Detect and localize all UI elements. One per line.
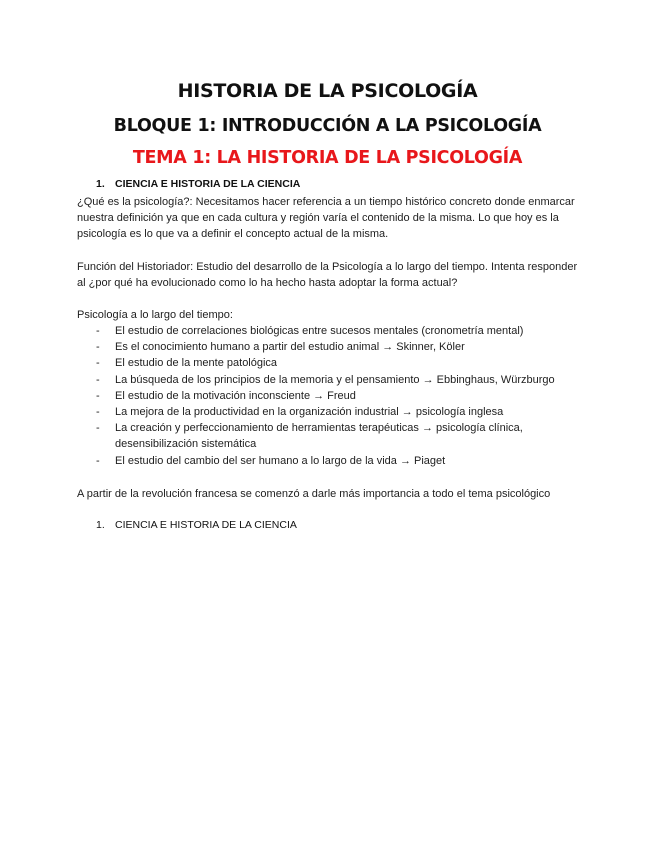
intro-paragraph: ¿Qué es la psicología?: Necesitamos hacer referencia a un tiempo histórico concreto donde enmarcar nuestra definición ya que en cada cultura y región varía el contenido de la misma. Lo que hoy es la psicología es lo que va a definir el concepto actual de la misma. bbox=[77, 196, 575, 240]
dash-bullet: - bbox=[96, 325, 100, 337]
section-number: 1. bbox=[96, 519, 105, 531]
section-title: CIENCIA E HISTORIA DE LA CIENCIA bbox=[115, 519, 297, 531]
section-title: CIENCIA E HISTORIA DE LA CIENCIA bbox=[115, 178, 301, 190]
list-intro-paragraph: Psicología a lo largo del tiempo: bbox=[77, 309, 233, 321]
list-item: - El estudio de la mente patológica bbox=[96, 355, 586, 371]
topic-title: TEMA 1: LA HISTORIA DE LA PSICOLOGÍA bbox=[132, 148, 523, 168]
dash-bullet: - bbox=[96, 406, 100, 419]
block-title: BLOQUE 1: INTRODUCCIÓN A LA PSICOLOGÍA bbox=[113, 116, 542, 136]
dash-bullet: - bbox=[96, 357, 100, 370]
history-bullet-list bbox=[96, 323, 586, 469]
historian-paragraph: Función del Historiador: Estudio del desarrollo de la Psicología a lo largo del tiempo. Intenta responder al ¿por qué ha evolucionado como lo ha hecho hasta adoptar la forma actual? bbox=[77, 261, 578, 289]
section-number: 1. bbox=[96, 178, 105, 190]
dash-bullet: - bbox=[96, 454, 100, 467]
list-item: - El estudio del cambio del ser humano a lo largo de la vida → Piaget bbox=[96, 453, 586, 469]
dash-bullet: - bbox=[96, 341, 100, 354]
dash-bullet: - bbox=[96, 422, 100, 435]
main-title: HISTORIA DE LA PSICOLOGÍA bbox=[177, 80, 478, 102]
list-item: - La creación y perfeccionamiento de herramientas terapéuticas → psicología clínica, desensibilización sistemática bbox=[96, 422, 523, 451]
list-item: - Es el conocimiento humano a partir del estudio animal → Skinner, Köler bbox=[96, 339, 586, 355]
list-item: - El estudio de correlaciones biológicas entre sucesos mentales (cronometría mental) bbox=[96, 323, 586, 339]
section-heading bbox=[96, 519, 297, 531]
revolution-paragraph: A partir de la revolución francesa se comenzó a darle más importancia a todo el tema psicológico bbox=[77, 488, 551, 500]
dash-bullet: - bbox=[96, 373, 100, 386]
list-item: - El estudio de la motivación inconsciente → Freud bbox=[96, 388, 586, 404]
list-item: - La búsqueda de los principios de la memoria y el pensamiento → Ebbinghaus, Würzburgo bbox=[96, 372, 586, 388]
list-item: - La mejora de la productividad en la organización industrial → psicología inglesa bbox=[96, 404, 586, 420]
dash-bullet: - bbox=[96, 389, 100, 402]
section-heading bbox=[96, 178, 300, 190]
